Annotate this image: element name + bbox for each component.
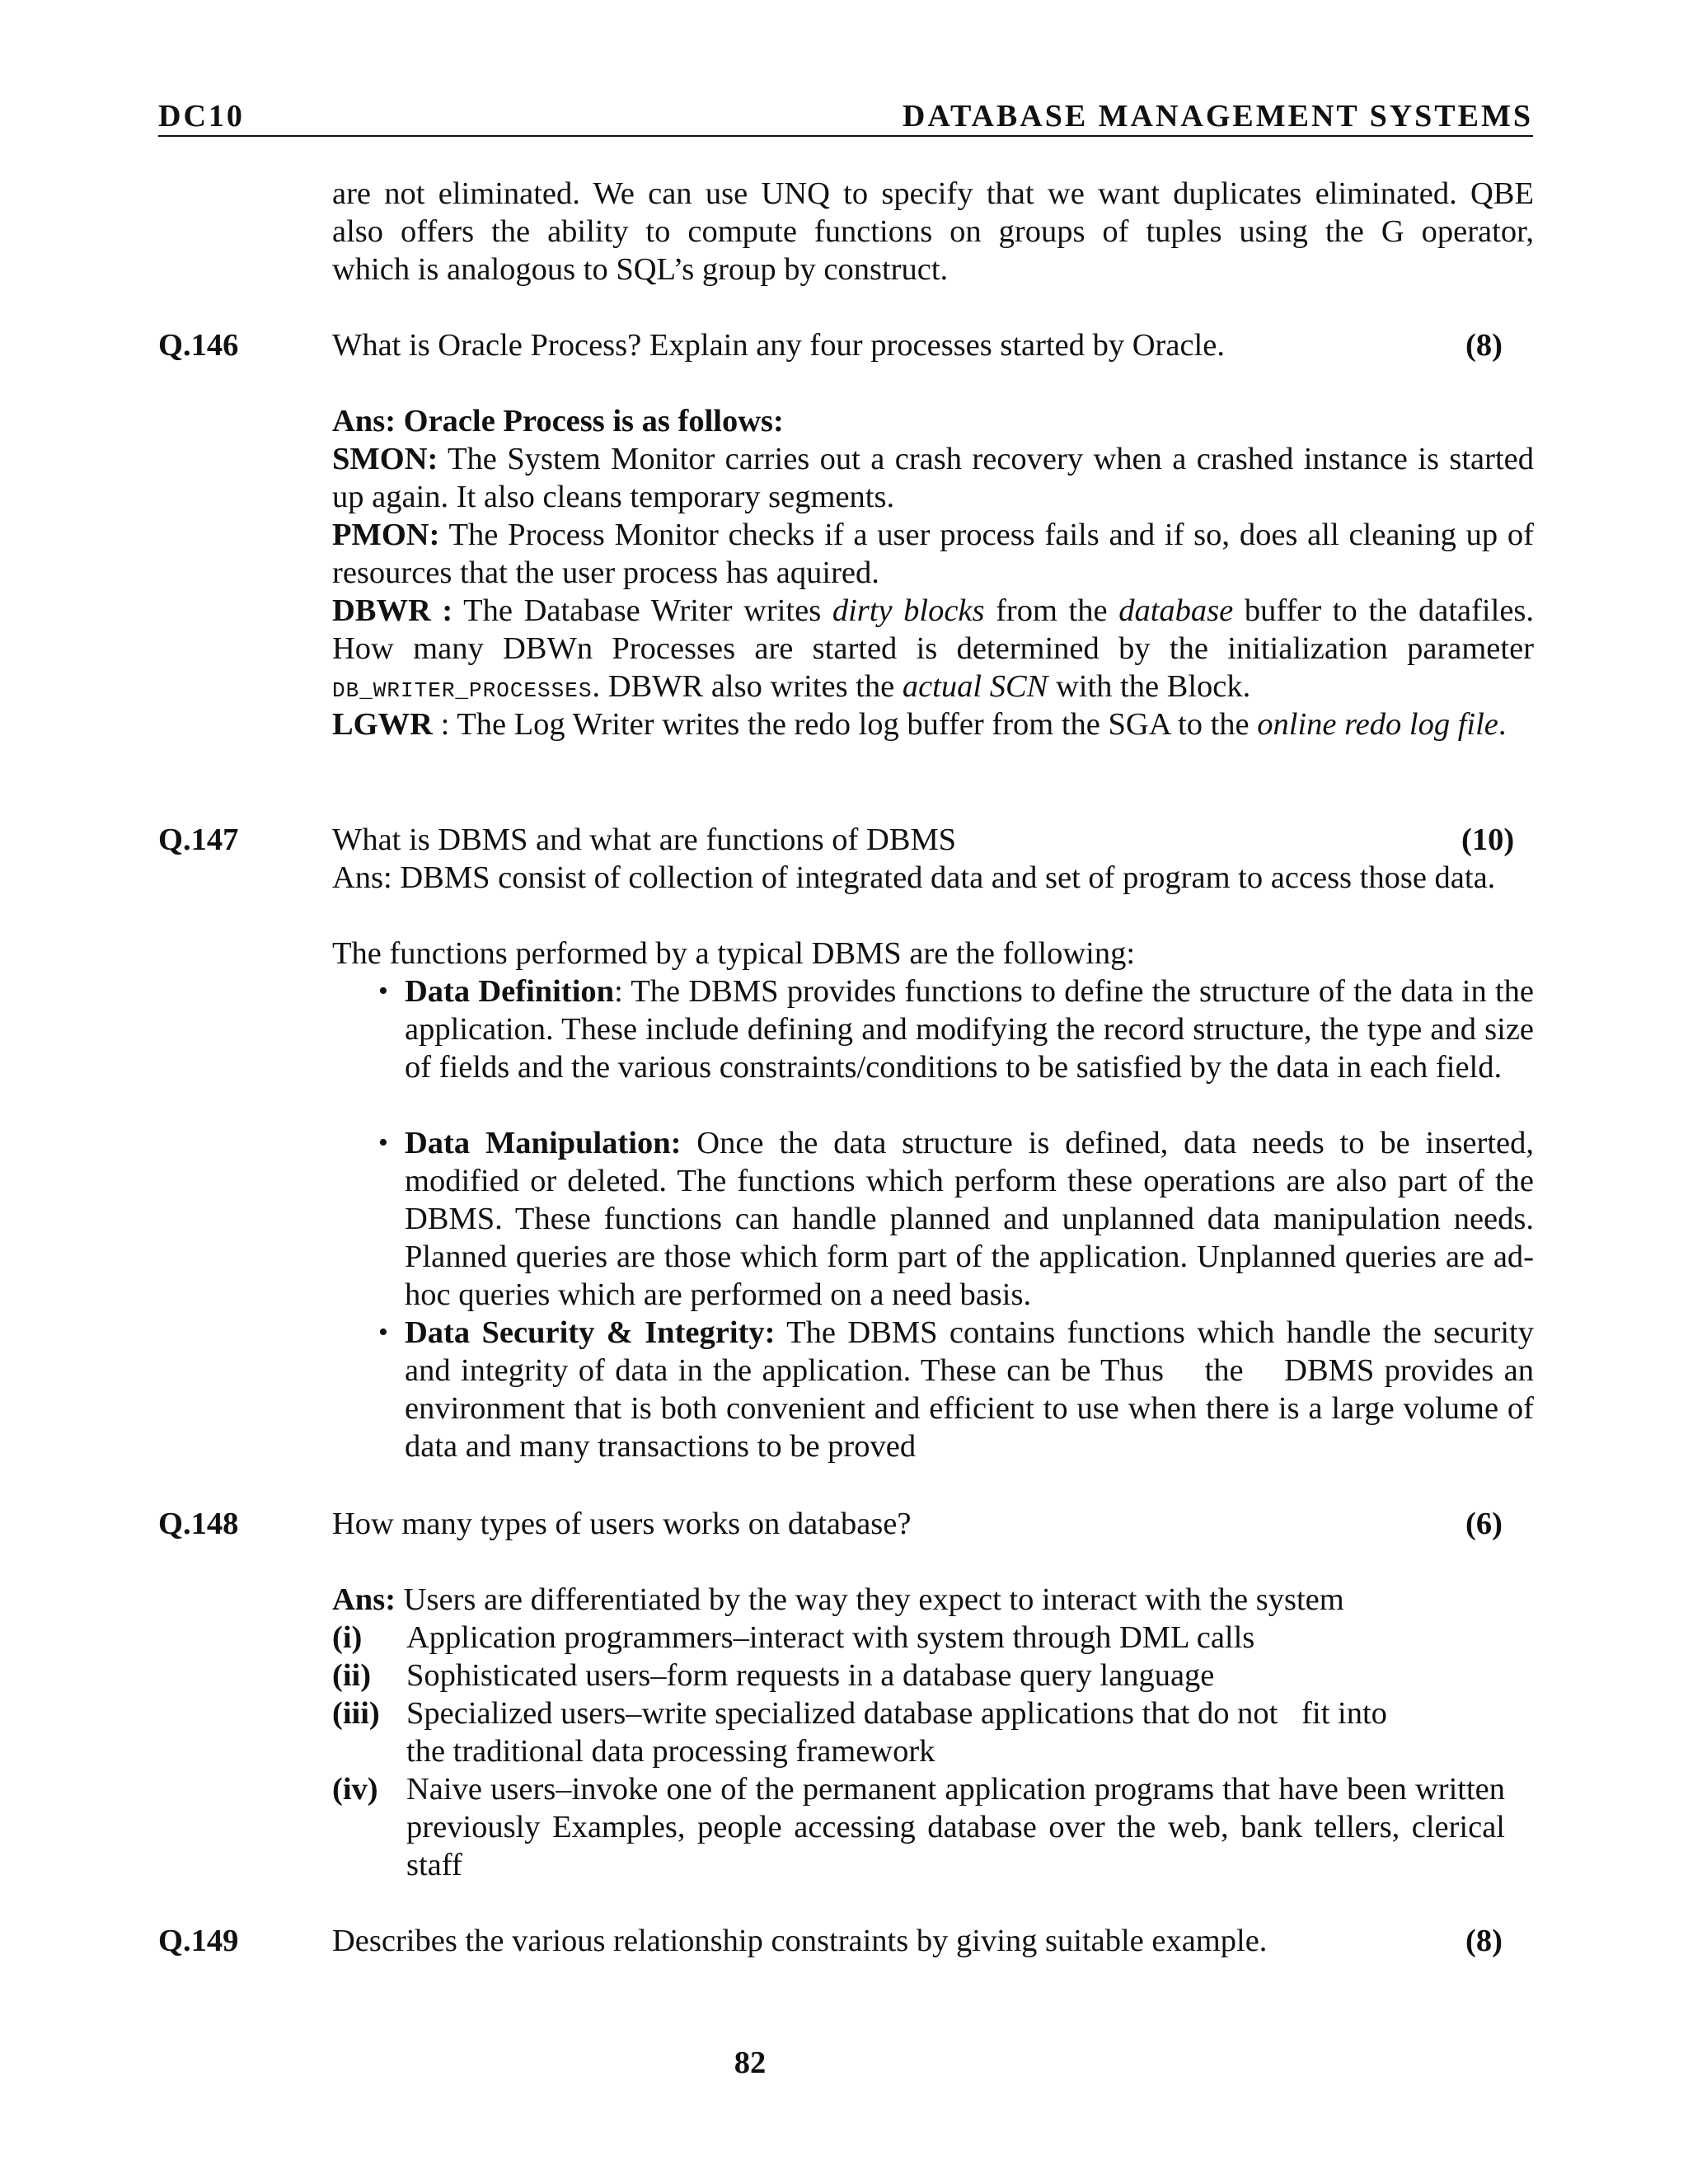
bullet-icon: • [378, 1127, 388, 1158]
lgwr-emphasis: online redo log file [1257, 707, 1498, 742]
answer-text: Users are differentiated by the way they expect to interact with the system [396, 1582, 1344, 1617]
smon-paragraph [332, 440, 1534, 516]
dbwr-emphasis: dirty blocks [832, 593, 985, 628]
bullet-icon: • [378, 976, 388, 1006]
dbwr-emphasis: database [1118, 593, 1234, 628]
question-text: Describes the various relationship constraints by giving suitable example. [332, 1924, 1268, 1958]
bullet-term: Data Definition [405, 974, 615, 1009]
bullet-data-security [405, 1314, 1542, 1465]
dbwr-term: DBWR : [332, 593, 453, 628]
item-text: the traditional data processing framework [406, 1734, 935, 1769]
answer-text: Ans: DBMS consist of collection of integrated data and set of program to access those data. [332, 860, 1496, 895]
course-title: DATABASE MANAGEMENT SYSTEMS [902, 99, 1533, 134]
bullet-term: Data Manipulation: [405, 1126, 682, 1160]
smon-text: The System Monitor carries out a crash recovery when a crashed instance is started up again. It also cleans temporary segments. [332, 442, 1534, 514]
dbwr-emphasis: actual SCN [902, 669, 1048, 704]
question-number: Q.146 [158, 328, 239, 363]
page-header [158, 97, 1533, 137]
dbwr-text: from the [984, 593, 1119, 628]
lgwr-paragraph [332, 705, 1534, 743]
bullet-text: : The DBMS provides functions to define the structure of the data in the application. These include defining and modifying the record structure, the type and size of fields and the various constraints/conditions to be satisfied by the data in each field. [405, 974, 1535, 1085]
dbwr-text: The Database Writer writes [452, 593, 832, 628]
question-marks: (8) [1465, 328, 1503, 363]
intro-line: are not eliminated. We can use UNQ to specify that we want duplicates eliminated. QBE [332, 176, 1534, 211]
intro-line: also offers the ability to compute functions on groups of tuples using the G operator, [332, 214, 1534, 249]
item-number: (ii) [332, 1658, 372, 1693]
question-marks: (8) [1465, 1924, 1503, 1958]
item-number: (i) [332, 1620, 363, 1655]
answer-label: Ans: [332, 1582, 396, 1617]
question-text: What is Oracle Process? Explain any four processes started by Oracle. [332, 328, 1225, 363]
bullet-text: The DBMS contains functions which handle the security and integrity of data in the application. These can be Thus the DBMS provides an environment that is both convenient and efficient to use when there is a large volume of data and many transactions to be proved [405, 1315, 1542, 1464]
intro-line: which is analogous to SQL’s group by construct. [332, 252, 949, 287]
bullet-text: Once the data structure is defined, data needs to be inserted, modified or deleted. The functions which perform these operations are also part of the DBMS. These functions can handle planned and unplanned data manipulation needs. Planned queries are those which form part of the application. Unplanned queries are ad-hoc queries which are performed on a need basis. [405, 1126, 1534, 1312]
question-number: Q.148 [158, 1507, 239, 1541]
bullet-icon: • [378, 1317, 388, 1347]
question-text: How many types of users works on database? [332, 1507, 912, 1541]
question-number: Q.149 [158, 1924, 239, 1958]
dbwr-text: . DBWR also writes the [592, 669, 903, 704]
dbwr-parameter-code: DB_WRITER_PROCESSES [332, 678, 593, 703]
dbwr-text: buffer to the datafiles. How many DBWn Processes are started is determined by the initialization parameter [332, 593, 1535, 666]
item-number: (iii) [332, 1696, 380, 1731]
answer-heading: Ans: Oracle Process is as follows: [332, 404, 784, 438]
pmon-paragraph [332, 516, 1534, 592]
functions-intro: The functions performed by a typical DBMS are the following: [332, 936, 1136, 971]
lgwr-term: LGWR [332, 707, 433, 742]
item-text: Naive users–invoke one of the permanent application programs that have been written previously Examples, people accessing database over the web, bank tellers, clerical staff [406, 1772, 1505, 1882]
item-number: (iv) [332, 1772, 378, 1807]
answer-intro [332, 1581, 1534, 1619]
item-text: Sophisticated users–form requests in a database query language [406, 1658, 1215, 1693]
course-code: DC10 [158, 99, 245, 134]
smon-term: SMON: [332, 442, 438, 476]
bullet-term: Data Security & Integrity: [405, 1315, 776, 1350]
question-marks: (6) [1465, 1507, 1503, 1541]
dbwr-paragraph [332, 592, 1534, 710]
pmon-text: The Process Monitor checks if a user process fails and if so, does all cleaning up of resources that the user process has aquired. [332, 518, 1534, 590]
bullet-data-definition [405, 972, 1534, 1086]
question-text: What is DBMS and what are functions of DBMS [332, 823, 957, 857]
item-text: Application programmers–interact with system through DML calls [406, 1620, 1255, 1655]
lgwr-text: . [1498, 707, 1507, 742]
pmon-term: PMON: [332, 518, 440, 552]
bullet-data-manipulation [405, 1124, 1534, 1314]
question-marks: (10) [1461, 823, 1515, 857]
dbwr-text: with the Block. [1048, 669, 1251, 704]
page-number: 82 [734, 2046, 767, 2080]
question-number: Q.147 [158, 823, 239, 857]
lgwr-text: : The Log Writer writes the redo log buffer from the SGA to the [432, 707, 1258, 742]
item-text: Specialized users–write specialized database applications that do not fit into [406, 1696, 1387, 1731]
